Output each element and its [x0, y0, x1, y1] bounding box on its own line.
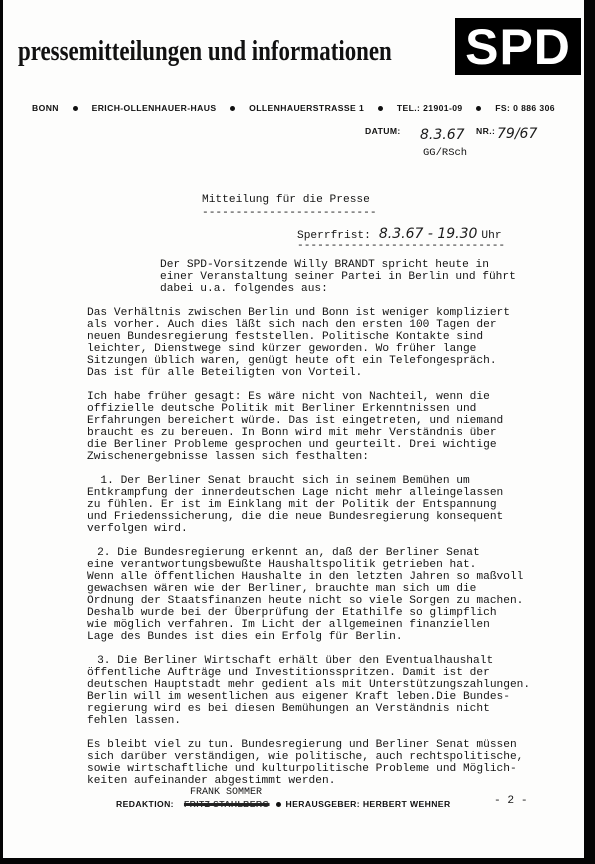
redaktion-label: REDAKTION:	[116, 799, 174, 809]
embargo-label: Sperrfrist:	[297, 230, 371, 242]
scan-edge-right	[584, 0, 595, 864]
press-release-body	[87, 259, 557, 799]
date-value: 8.3.67	[420, 127, 465, 143]
intro-paragraph: Der SPD-Vorsitzende Willy BRANDT spricht heute in einer Veranstaltung seiner Partei in Berlin und führt dabei u.a. folgendes aus:	[160, 259, 516, 295]
replacement-editor-name: FRANK SOMMER	[190, 787, 263, 798]
bullet-separator	[230, 106, 235, 111]
embargo-value: 8.3.67 - 19.30	[378, 226, 478, 242]
paragraph-statement: Ich habe früher gesagt: Es wäre nicht von Nachteil, wenn die offizielle deutsche Politik mit Berliner Erkenntnissen und Erfahrungen bereichert würde. Das ist eingetreten, und niemand braucht es zu bereuen. In Bonn wird mit mehr Verständnis über die Berliner Probleme gesprochen und geurteilt. Drei wichtige Zwischenergebnisse lassen sich festhalten:	[87, 391, 504, 463]
notice-title: Mitteilung für die Presse	[202, 194, 370, 206]
numbered-point-2: 2. Die Bundesregierung erkennt an, daß der Berliner Senat eine verantwortungsbewußte Haushaltspolitik getrieben hat. Wenn alle öffentlichen Haushalte in den letzten Jahren so maßvoll gewachsen wären wie der Berliner, brauchte man sich um die Ordnung der Staatsfinanzen heute nicht so viele Sorgen zu machen. Deshalb wurde bei der Überprüfung der Etathilfe so glimpflich wie möglich verfahren. Im Licht der allgemeinen finanziellen Lage des Bundes ist dies ein Erfolg für Berlin.	[87, 547, 524, 643]
scan-edge-left	[0, 0, 3, 864]
embargo-unit: Uhr	[481, 230, 502, 242]
letterhead-address	[32, 102, 555, 114]
bullet-separator	[276, 802, 281, 807]
bullet-separator	[476, 106, 481, 111]
letterhead-title: pressemitteilungen und informationen	[18, 35, 392, 67]
reference-code: GG/RSch	[423, 147, 468, 159]
address-telex: FS: 0 886 306	[495, 103, 555, 113]
footer-credits	[116, 798, 451, 810]
scan-edge-bottom	[0, 858, 595, 864]
struck-editor-name: FRITZ STAHLBERG	[183, 799, 270, 809]
address-building: ERICH-OLLENHAUER-HAUS	[91, 103, 217, 113]
address-city: BONN	[32, 103, 59, 113]
numbered-point-3: 3. Die Berliner Wirtschaft erhält über den Eventualhaushalt öffentliche Aufträge und Investitionsspritzen. Damit ist der deutschen Hauptstadt mehr gedient als mit Unterstützungszahlungen. Berlin will im wesentlichen aus eigener Kraft leben.Die Bundes- regierung wird es bei diesen Bemühungen an Verständnis nicht fehlen lassen.	[87, 655, 531, 727]
bullet-separator	[73, 106, 78, 111]
address-phone: TEL.: 21901-09	[396, 103, 463, 113]
address-street: OLLENHAUERSTRASSE 1	[249, 103, 365, 113]
embargo-underline: -------------------------------	[297, 240, 506, 252]
closing-paragraph: Es bleibt viel zu tun. Bundesregierung und Berliner Senat müssen sich darüber verständigen, wie politische, auch rechtspolitische, sowie wirtschaftliche und kulturpolitische Probleme und Möglich- keiten aufeinander abgestimmt werden.	[87, 739, 524, 787]
notice-title-underline: --------------------------	[202, 207, 377, 219]
date-label: DATUM:	[365, 126, 401, 136]
number-label: NR.:	[476, 126, 496, 136]
paragraph-relations: Das Verhältnis zwischen Berlin und Bonn ist weniger kompliziert als vorher. Auch dies läßt sich nach den ersten 100 Tagen der neuen Bundesregierung feststellen. Politische Kontakte sind leichter, Dienstwege sind kürzer geworden. Wo früher lange Sitzungen üblich waren, genügt heute oft ein Telefongespräch. Das ist für alle Beteiligten von Vorteil.	[87, 307, 510, 379]
numbered-point-1: 1. Der Berliner Senat braucht sich in seinem Bemühen um Entkrampfung der innerdeutschen Lage nicht mehr alleingelassen zu fühlen. Er ist im Einklang mit der Politik der Entspannung und Friedenssicherung, die die neue Bundesregierung konsequent verfolgen wird.	[87, 475, 504, 535]
spd-logo-text: SPD	[465, 18, 571, 75]
spd-logo	[455, 18, 581, 75]
page-number: - 2 -	[494, 795, 528, 807]
number-value: 79/67	[497, 126, 538, 142]
publisher: HERAUSGEBER: HERBERT WEHNER	[285, 799, 451, 809]
bullet-separator	[378, 106, 383, 111]
